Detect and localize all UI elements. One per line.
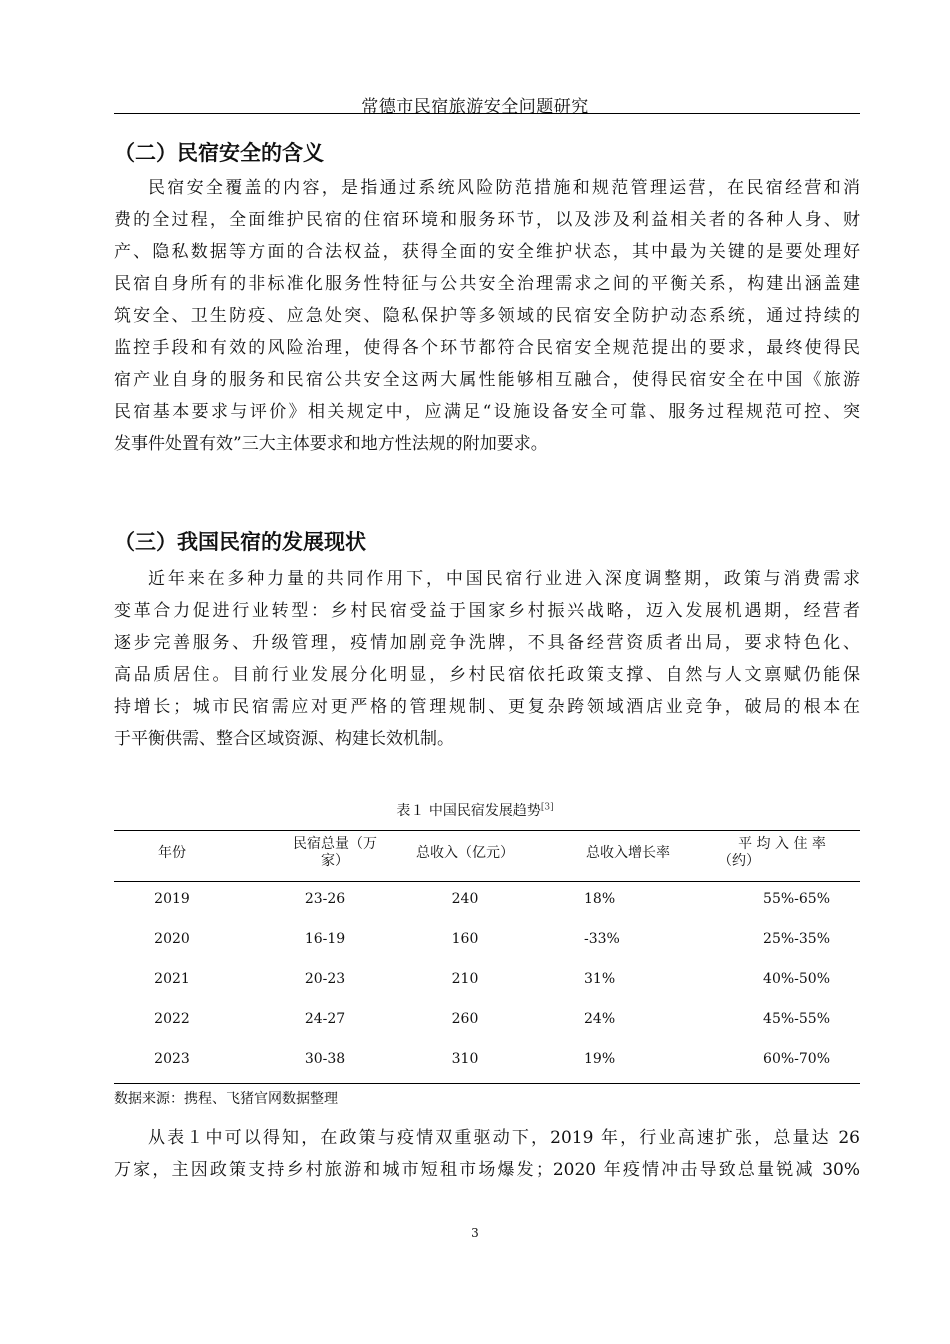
paragraph-line: 民宿安全覆盖的内容，是指通过系统风险防范措施和规范管理运营，在民宿经营和消 bbox=[148, 178, 860, 198]
table-caption bbox=[0, 800, 950, 820]
paragraph-line: 筑安全、卫生防疫、应急处突、隐私保护等多领域的民宿安全防护动态系统，通过持续的 bbox=[114, 306, 860, 326]
page-header-title: 常德市民宿旅游安全问题研究 bbox=[361, 97, 589, 117]
table-source-note: 数据来源：携程、飞猪官网数据整理 bbox=[114, 1091, 338, 1107]
cell-growth: 18% bbox=[584, 891, 616, 907]
header-total-line1: 民宿总量（万 bbox=[293, 836, 377, 852]
paragraph-line: 费的全过程，全面维护民宿的住宿环境和服务环节，以及涉及利益相关者的各种人身、财 bbox=[114, 210, 860, 230]
page-number: 3 bbox=[471, 1226, 479, 1240]
header-occupancy-line2: （约） bbox=[718, 853, 760, 869]
table-caption-text: 表１ 中国民宿发展趋势 bbox=[396, 803, 541, 819]
cell-revenue: 210 bbox=[451, 971, 479, 987]
paragraph-line: 监控手段和有效的风险治理，使得各个环节都符合民宿安全规范提出的要求，最终使得民 bbox=[114, 338, 860, 358]
cell-total: 23-26 bbox=[304, 891, 346, 907]
header-total-line2: 家） bbox=[321, 853, 349, 869]
paragraph-line: 近年来在多种力量的共同作用下，中国民宿行业进入深度调整期，政策与消费需求 bbox=[148, 569, 860, 589]
section-3-paragraph bbox=[114, 563, 860, 755]
paragraph-line: 逐步完善服务、升级管理，疫情加剧竞争洗牌，不具备经营资质者出局，要求特色化、 bbox=[114, 633, 860, 653]
cell-year: 2023 bbox=[154, 1051, 190, 1067]
paragraph-line: 发事件处置有效”三大主体要求和地方性法规的附加要求。 bbox=[114, 434, 548, 454]
header-revenue: 总收入（亿元） bbox=[416, 845, 514, 861]
table-row bbox=[114, 1039, 860, 1079]
cell-occupancy: 45%-55% bbox=[763, 1011, 830, 1027]
paragraph-line: 变革合力促进行业转型：乡村民宿受益于国家乡村振兴战略，迈入发展机遇期，经营者 bbox=[114, 601, 860, 621]
cell-revenue: 310 bbox=[451, 1051, 479, 1067]
citation-ref: [3] bbox=[540, 802, 554, 813]
header-rule bbox=[114, 113, 860, 114]
header-occupancy bbox=[712, 836, 852, 870]
paragraph-line: 持增长；城市民宿需应对更严格的管理规制、更复杂跨领域酒店业竞争，破局的根本在 bbox=[114, 697, 860, 717]
cell-year: 2022 bbox=[154, 1011, 190, 1027]
paragraph-line: 于平衡供需、整合区域资源、构建长效机制。 bbox=[114, 729, 454, 749]
header-year: 年份 bbox=[158, 845, 186, 861]
paragraph-line: 万家，主因政策支持乡村旅游和城市短租市场爆发；2020 年疫情冲击导致总量锐减 30% bbox=[114, 1160, 860, 1180]
cell-growth: 24% bbox=[584, 1011, 616, 1027]
section-2-paragraph bbox=[114, 172, 860, 460]
paragraph-line: 从表１中可以得知，在政策与疫情双重驱动下，2019 年，行业高速扩张，总量达 26 bbox=[148, 1128, 860, 1148]
table-row bbox=[114, 999, 860, 1039]
cell-total: 30-38 bbox=[304, 1051, 346, 1067]
cell-growth: 19% bbox=[584, 1051, 616, 1067]
table-bottom-rule bbox=[114, 1083, 860, 1084]
cell-revenue: 240 bbox=[451, 891, 479, 907]
cell-revenue: 160 bbox=[451, 931, 479, 947]
paragraph-line: 民宿基本要求与评价》相关规定中，应满足“设施设备安全可靠、服务过程规范可控、突 bbox=[114, 402, 860, 422]
cell-total: 20-23 bbox=[304, 971, 346, 987]
table-row bbox=[114, 919, 860, 959]
paragraph-line: 民宿自身所有的非标准化服务性特征与公共安全治理需求之间的平衡关系，构建出涵盖建 bbox=[114, 274, 860, 294]
header-occupancy-line1: 平 均 入 住 率 bbox=[738, 836, 826, 852]
paragraph-line: 宿产业自身的服务和民宿公共安全这两大属性能够相互融合，使得民宿安全在中国《旅游 bbox=[114, 370, 860, 390]
paragraph-line: 产、隐私数据等方面的合法权益，获得全面的安全维护状态，其中最为关键的是要处理好 bbox=[114, 242, 860, 262]
cell-year: 2021 bbox=[154, 971, 190, 987]
cell-total: 16-19 bbox=[304, 931, 346, 947]
cell-occupancy: 40%-50% bbox=[763, 971, 830, 987]
cell-growth: -33% bbox=[584, 931, 620, 947]
cell-growth: 31% bbox=[584, 971, 616, 987]
header-total bbox=[270, 836, 400, 870]
paragraph-line: 高品质居住。目前行业发展分化明显，乡村民宿依托政策支撑、自然与人文禀赋仍能保 bbox=[114, 665, 860, 685]
cell-occupancy: 55%-65% bbox=[763, 891, 830, 907]
table-row bbox=[114, 879, 860, 919]
header-growth: 总收入增长率 bbox=[586, 845, 670, 861]
cell-total: 24-27 bbox=[304, 1011, 346, 1027]
closing-paragraph bbox=[114, 1122, 860, 1186]
table-row bbox=[114, 959, 860, 999]
table-top-rule bbox=[114, 830, 860, 831]
cell-year: 2019 bbox=[154, 891, 190, 907]
cell-occupancy: 25%-35% bbox=[763, 931, 830, 947]
cell-revenue: 260 bbox=[451, 1011, 479, 1027]
cell-year: 2020 bbox=[154, 931, 190, 947]
section-heading-2: （二）民宿安全的含义 bbox=[114, 141, 324, 165]
section-heading-3: （三）我国民宿的发展现状 bbox=[114, 530, 366, 554]
cell-occupancy: 60%-70% bbox=[763, 1051, 830, 1067]
